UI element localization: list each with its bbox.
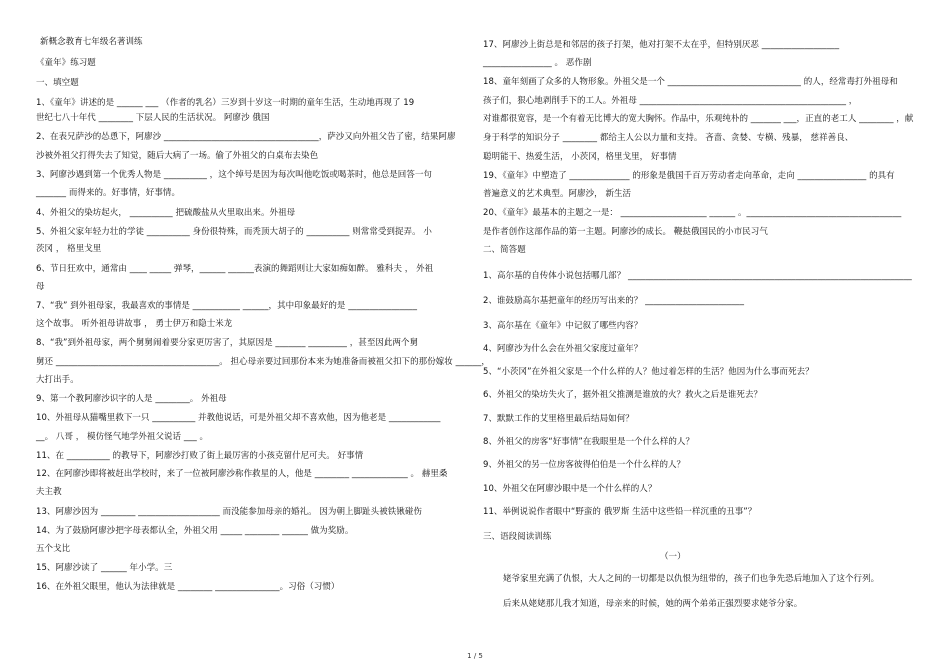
question-line: 11、在 __________ 的教导下，阿廖沙打败了街上最厉害的小孩克留什尼可夫。 好事情 [36, 451, 364, 461]
question-line: 大打出手。 [36, 375, 79, 385]
question-line: 14、为了鼓励阿廖沙把字母表都认全，外祖父用 _____ ________ ______ 做为奖励。 [36, 526, 354, 536]
section-heading: 一、填空题 [36, 78, 79, 88]
question-line: 沙被外祖父打得失去了知觉，随后大病了一场。偷了外祖父的白桌布去染色 [36, 151, 319, 161]
question-line: 是作者创作这部作品的第一主题。阿廖沙的成长。 鞭挞俄国民的小市民习气 [483, 227, 768, 237]
question-line: 聪明能干、热爱生活， 小茨冈，格里戈里， 好事情 [483, 152, 677, 162]
question-line: _______ 而得来的。好事情，好事情。 [36, 188, 181, 198]
question-line: 19、《童年》中塑造了 ______________ 的形象是俄国千百万劳动者走向革命，走向 ________________ 的具有 [483, 171, 895, 181]
question-line: 13、阿廖沙因为 ________ ___________________ 而没能参加母亲的婚礼。 因为朝上脚趾头被铁锹碰伤 [36, 507, 422, 517]
question-line: 身于科学的知识分子 ________ 都给主人公以力量和支持。 吝啬、贪婪、专横、残暴， 慈祥善良、 [483, 133, 854, 143]
header-line: 新概念教育七年级名著训练 [40, 37, 143, 47]
question-line: 1、高尔基的自传体小说包括哪几部？ __________________________________________________________________ [483, 271, 912, 281]
question-line: ________________ 。 恶作剧 [483, 58, 592, 68]
question-line: 2、谁鼓励高尔基把童年的经历写出来的？ _______________________ [483, 296, 745, 306]
question-line: 18、童年刻画了众多的人物形象。外祖父是一个 _______________________________ 的人，经常毒打外祖母和 [483, 77, 898, 87]
question-line: 4、阿廖沙为什么会在外祖父家度过童年？ [483, 344, 643, 354]
question-line: 20、《童年》最基本的主题之一是： ____________________ ______ 。____________________________________ [483, 208, 902, 218]
question-line: 五个戈比 [36, 544, 71, 554]
worksheet-title: 《童年》练习题 [36, 58, 96, 68]
question-line: 3、高尔基在《童年》中记叙了哪些内容？ [483, 321, 643, 331]
question-line: 10、外祖父在阿廖沙眼中是一个什么样的人？ [483, 484, 657, 494]
page-number: 1 / 5 [467, 652, 483, 660]
question-line: 母 [36, 282, 45, 292]
question-line: 4、外祖父的染坊起火， __________ 把硫酸盐从火里取出来。外祖母 [36, 208, 296, 218]
question-line: __。 八哥 ， 模仿怪气地学外祖父说话 ___ 。 [36, 432, 209, 442]
question-line: 1、《童年》讲述的是 ______ ___ （作者的乳名）三岁到十岁这一时期的童年生活，生动地再现了 19 [36, 98, 415, 108]
question-line: 6、外祖父的染坊失火了，据外祖父推测是谁放的火？救火之后是谁死去？ [483, 390, 763, 400]
question-line: 对谁都很宽容，是一个有着无比博大的宽大胸怀。作品中，乐观纯朴的 _______ ___，正直的老工人 ________ ，献 [483, 114, 914, 124]
question-line: 11、举例说说作者眼中“野蛮的 俄罗斯 生活中这些铅一样沉重的丑事”？ [483, 507, 757, 517]
question-line: 夫主教 [36, 487, 62, 497]
question-line: 16、在外祖父眼里，他认为法律就是 ________ _______________。习俗（习惯） [36, 582, 340, 592]
question-line: 8、“我”到外祖母家，两个舅舅闹着要分家更厉害了，其原因是 _______ _________ ，甚至因此两个舅 [36, 338, 419, 348]
question-line: 世纪七八十年代 ________ 下层人民的生活状况。 阿廖沙 俄国 [36, 113, 270, 123]
question-line: 9、第一个教阿廖沙识字的人是 ________。 外祖母 [36, 394, 227, 404]
passage-line: 后来从姥姥那儿我才知道，母亲来的时候，她的两个弟弟正强烈要求姥爷分家。 [503, 599, 803, 609]
passage-line: 姥爷家里充满了仇恨，大人之间的一切都是以仇恨为纽带的，孩子们也争先恐后地加入了这个行列。 [503, 574, 880, 584]
question-line: 3、阿廖沙遇到第一个优秀人物是 __________ ，这个绰号是因为每次叫他吃饭或喝茶时，他总是回答一句 [36, 170, 432, 180]
question-line: 6、节日狂欢中，通常由 ____ _____ 弹琴，______ ______表演的舞蹈则让大家如痴如醉。 雅科夫 ， 外祖 [36, 264, 434, 274]
question-line: 孩子们，狠心地剥削手下的工人。外祖母 ________________________________________________ ， [483, 96, 858, 106]
question-line: 普遍意义的艺术典型。阿廖沙， 新生活 [483, 189, 632, 199]
question-line: 7、“我” 到外祖母家，我最喜欢的事情是 ___________ ______，其中印象最好的是 ________________ [36, 301, 418, 311]
question-line: 2、在表兄萨沙的怂恿下，阿廖沙 ____________________________________，萨沙又向外祖父告了密，结果阿廖 [36, 132, 456, 142]
question-line: 舅还 ______________________________________。 担心母亲要过回那份本来为她准备而被祖父扣下的那份嫁妆 ______， [36, 357, 490, 367]
question-line: 10、外祖母从猫嘴里救下一只 __________ 并教他说话，可是外祖父却不喜欢他，因为他老是 ____________ [36, 413, 441, 423]
question-line: 茨冈 ， 格里戈里 [36, 244, 102, 254]
question-line: 15、阿廖沙读了 ______ 年小学。三 [36, 563, 173, 573]
question-line: 12、在阿廖沙即将被赶出学校时，来了一位被阿廖沙称作救星的人，他是 ________ _____________ 。 赫里桑 [36, 469, 448, 479]
passage-number: （一） [660, 552, 686, 562]
question-line: 这个故事。 听外祖母讲故事 ， 勇士伊万和隐士米龙 [36, 319, 233, 329]
question-line: 7、默默工作的艾里格里最后结局如何？ [483, 414, 634, 424]
question-line: 17、阿廖沙上街总是和邻居的孩子打架，他对打架不太在乎，但特别厌恶 __________________ [483, 40, 840, 50]
question-line: 8、外祖父的房客“好事情”在我眼里是一个什么样的人？ [483, 437, 695, 447]
question-line: 5、外祖父家年轻力壮的学徒 __________ 身份很特殊，而秃顶大胡子的 __________ 则常常受到捉弄。 小 [36, 227, 432, 237]
question-line: 9、外祖父的另一位房客彼得伯伯是一个什么样的人？ [483, 460, 686, 470]
section-heading: 二、简答题 [483, 245, 526, 255]
section-heading: 三、语段阅读训练 [483, 532, 552, 542]
question-line: 5、“小茨冈”在外祖父家是一个什么样的人？他过着怎样的生活？他因为什么事而死去？ [483, 367, 814, 377]
